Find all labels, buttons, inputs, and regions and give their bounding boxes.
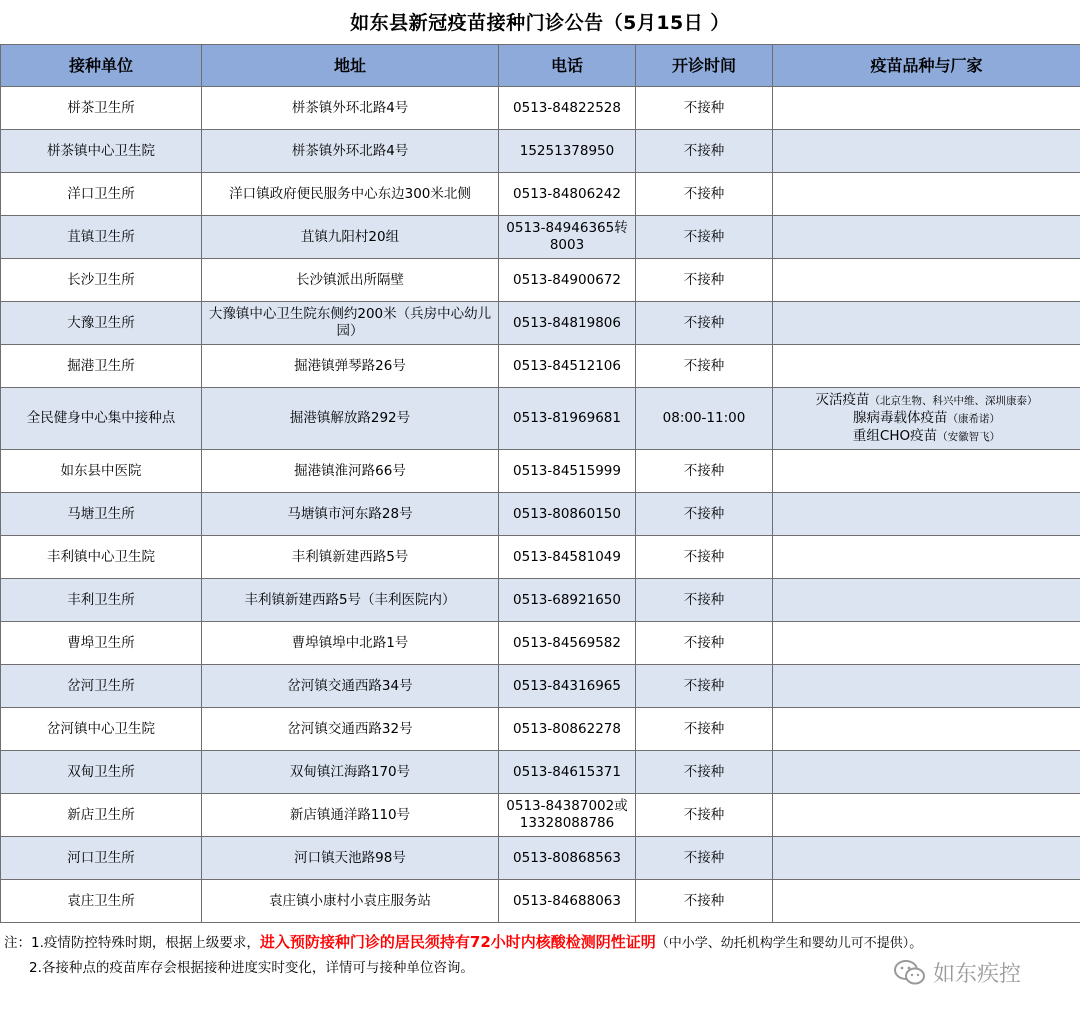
cell-address: 曹埠镇埠中北路1号 [202,622,499,665]
cell-phone: 0513-84316965 [499,665,636,708]
table-row [1,493,1080,536]
cell-address: 栟茶镇外环北路4号 [202,87,499,130]
cell-address: 掘港镇解放路292号 [202,388,499,450]
cell-vaccine [773,450,1080,493]
table-row [1,388,1080,450]
cell-vaccine [773,708,1080,751]
cell-unit: 洋口卫生所 [1,173,202,216]
table-row [1,665,1080,708]
cell-hours: 不接种 [636,345,773,388]
cell-address: 掘港镇弹琴路26号 [202,345,499,388]
cell-address: 岔河镇交通西路32号 [202,708,499,751]
cell-unit: 掘港卫生所 [1,345,202,388]
vaccine-item [775,392,1078,410]
cell-phone: 0513-81969681 [499,388,636,450]
cell-unit: 双甸卫生所 [1,751,202,794]
cell-hours: 08:00-11:00 [636,388,773,450]
header-phone: 电话 [499,45,636,87]
cell-unit: 岔河镇中心卫生院 [1,708,202,751]
cell-vaccine [773,173,1080,216]
cell-hours: 不接种 [636,794,773,837]
cell-phone: 0513-84581049 [499,536,636,579]
cell-phone: 0513-80860150 [499,493,636,536]
cell-address: 马塘镇市河东路28号 [202,493,499,536]
note-1-suffix: （中小学、幼托机构学生和婴幼儿可不提供）。 [655,936,923,951]
cell-vaccine [773,388,1080,450]
cell-hours: 不接种 [636,130,773,173]
table-row [1,87,1080,130]
cell-vaccine [773,837,1080,880]
cell-vaccine [773,794,1080,837]
vaccine-manufacturer: （安徽智飞） [937,430,1001,443]
cell-hours: 不接种 [636,493,773,536]
cell-address: 栟茶镇外环北路4号 [202,130,499,173]
cell-vaccine [773,751,1080,794]
table-row [1,880,1080,923]
table-row [1,708,1080,751]
cell-address: 袁庄镇小康村小袁庄服务站 [202,880,499,923]
cell-phone: 0513-84512106 [499,345,636,388]
table-row [1,837,1080,880]
cell-phone: 0513-80868563 [499,837,636,880]
cell-hours: 不接种 [636,259,773,302]
table-row [1,302,1080,345]
cell-phone: 0513-84569582 [499,622,636,665]
cell-unit: 岔河卫生所 [1,665,202,708]
vaccine-manufacturer: （北京生物、科兴中维、深圳康泰） [869,394,1038,407]
cell-vaccine [773,130,1080,173]
cell-phone: 0513-68921650 [499,579,636,622]
cell-hours: 不接种 [636,880,773,923]
cell-address: 洋口镇政府便民服务中心东边300米北侧 [202,173,499,216]
table-row [1,259,1080,302]
cell-address: 大豫镇中心卫生院东侧约200米（兵房中心幼儿园） [202,302,499,345]
vaccine-name: 腺病毒载体疫苗 [853,409,948,426]
header-unit: 接种单位 [1,45,202,87]
cell-vaccine [773,536,1080,579]
cell-hours: 不接种 [636,87,773,130]
cell-unit: 新店卫生所 [1,794,202,837]
header-vaccine: 疫苗品种与厂家 [773,45,1080,87]
cell-phone: 15251378950 [499,130,636,173]
cell-vaccine [773,493,1080,536]
cell-hours: 不接种 [636,837,773,880]
cell-address: 河口镇天池路98号 [202,837,499,880]
table-row [1,216,1080,259]
wechat-icon [893,958,927,988]
cell-hours: 不接种 [636,216,773,259]
cell-phone: 0513-84806242 [499,173,636,216]
table-row [1,130,1080,173]
cell-address: 岔河镇交通西路34号 [202,665,499,708]
vaccine-item [775,428,1078,446]
cell-unit: 如东县中医院 [1,450,202,493]
cell-address: 长沙镇派出所隔壁 [202,259,499,302]
table-header-row [1,45,1080,87]
clinic-table [0,44,1080,923]
cell-unit: 长沙卫生所 [1,259,202,302]
cell-hours: 不接种 [636,173,773,216]
note-1 [4,930,1080,956]
cell-phone: 0513-84615371 [499,751,636,794]
cell-vaccine [773,216,1080,259]
table-row [1,450,1080,493]
note-1-highlight: 进入预防接种门诊的居民须持有72小时内核酸检测阴性证明 [259,933,656,951]
cell-unit: 苴镇卫生所 [1,216,202,259]
cell-vaccine [773,579,1080,622]
note-1-prefix: 注：1.疫情防控特殊时期，根据上级要求， [4,935,260,951]
cell-unit: 大豫卫生所 [1,302,202,345]
vaccine-manufacturer: （康希诺） [947,412,1000,425]
cell-vaccine [773,345,1080,388]
cell-phone: 0513-84819806 [499,302,636,345]
cell-unit: 全民健身中心集中接种点 [1,388,202,450]
cell-address: 丰利镇新建西路5号（丰利医院内） [202,579,499,622]
cell-hours: 不接种 [636,665,773,708]
cell-unit: 丰利卫生所 [1,579,202,622]
cell-phone: 0513-84900672 [499,259,636,302]
cell-address: 双甸镇江海路170号 [202,751,499,794]
cell-phone: 0513-84515999 [499,450,636,493]
cell-address: 苴镇九阳村20组 [202,216,499,259]
cell-phone: 0513-84688063 [499,880,636,923]
header-address: 地址 [202,45,499,87]
page-title: 如东县新冠疫苗接种门诊公告（5月15日 ） [350,12,730,34]
cell-unit: 袁庄卫生所 [1,880,202,923]
cell-phone: 0513-84822528 [499,87,636,130]
cell-hours: 不接种 [636,751,773,794]
cell-hours: 不接种 [636,450,773,493]
cell-hours: 不接种 [636,579,773,622]
table-row [1,173,1080,216]
cell-vaccine [773,87,1080,130]
vaccine-name: 灭活疫苗 [815,391,870,408]
cell-phone: 0513-84946365转8003 [499,216,636,259]
watermark [893,957,1021,988]
cell-hours: 不接种 [636,302,773,345]
table-row [1,794,1080,837]
table-row [1,345,1080,388]
cell-unit: 栟茶卫生所 [1,87,202,130]
cell-unit: 丰利镇中心卫生院 [1,536,202,579]
vaccine-item [775,410,1078,428]
cell-vaccine [773,622,1080,665]
cell-vaccine [773,259,1080,302]
table-row [1,622,1080,665]
cell-unit: 河口卫生所 [1,837,202,880]
cell-vaccine [773,880,1080,923]
cell-vaccine [773,665,1080,708]
cell-hours: 不接种 [636,708,773,751]
table-row [1,579,1080,622]
cell-address: 新店镇通洋路110号 [202,794,499,837]
cell-unit: 栟茶镇中心卫生院 [1,130,202,173]
cell-phone: 0513-84387002或13328088786 [499,794,636,837]
note-2: 2.各接种点的疫苗库存会根据接种进度实时变化，详情可与接种单位咨询。 [29,960,474,976]
cell-vaccine [773,302,1080,345]
table-row [1,536,1080,579]
cell-phone: 0513-80862278 [499,708,636,751]
cell-address: 丰利镇新建西路5号 [202,536,499,579]
cell-unit: 曹埠卫生所 [1,622,202,665]
cell-hours: 不接种 [636,536,773,579]
watermark-text: 如东疾控 [933,962,1022,987]
cell-unit: 马塘卫生所 [1,493,202,536]
vaccine-name: 重组CHO疫苗 [852,427,938,444]
header-hours: 开诊时间 [636,45,773,87]
table-row [1,751,1080,794]
cell-address: 掘港镇淮河路66号 [202,450,499,493]
cell-hours: 不接种 [636,622,773,665]
